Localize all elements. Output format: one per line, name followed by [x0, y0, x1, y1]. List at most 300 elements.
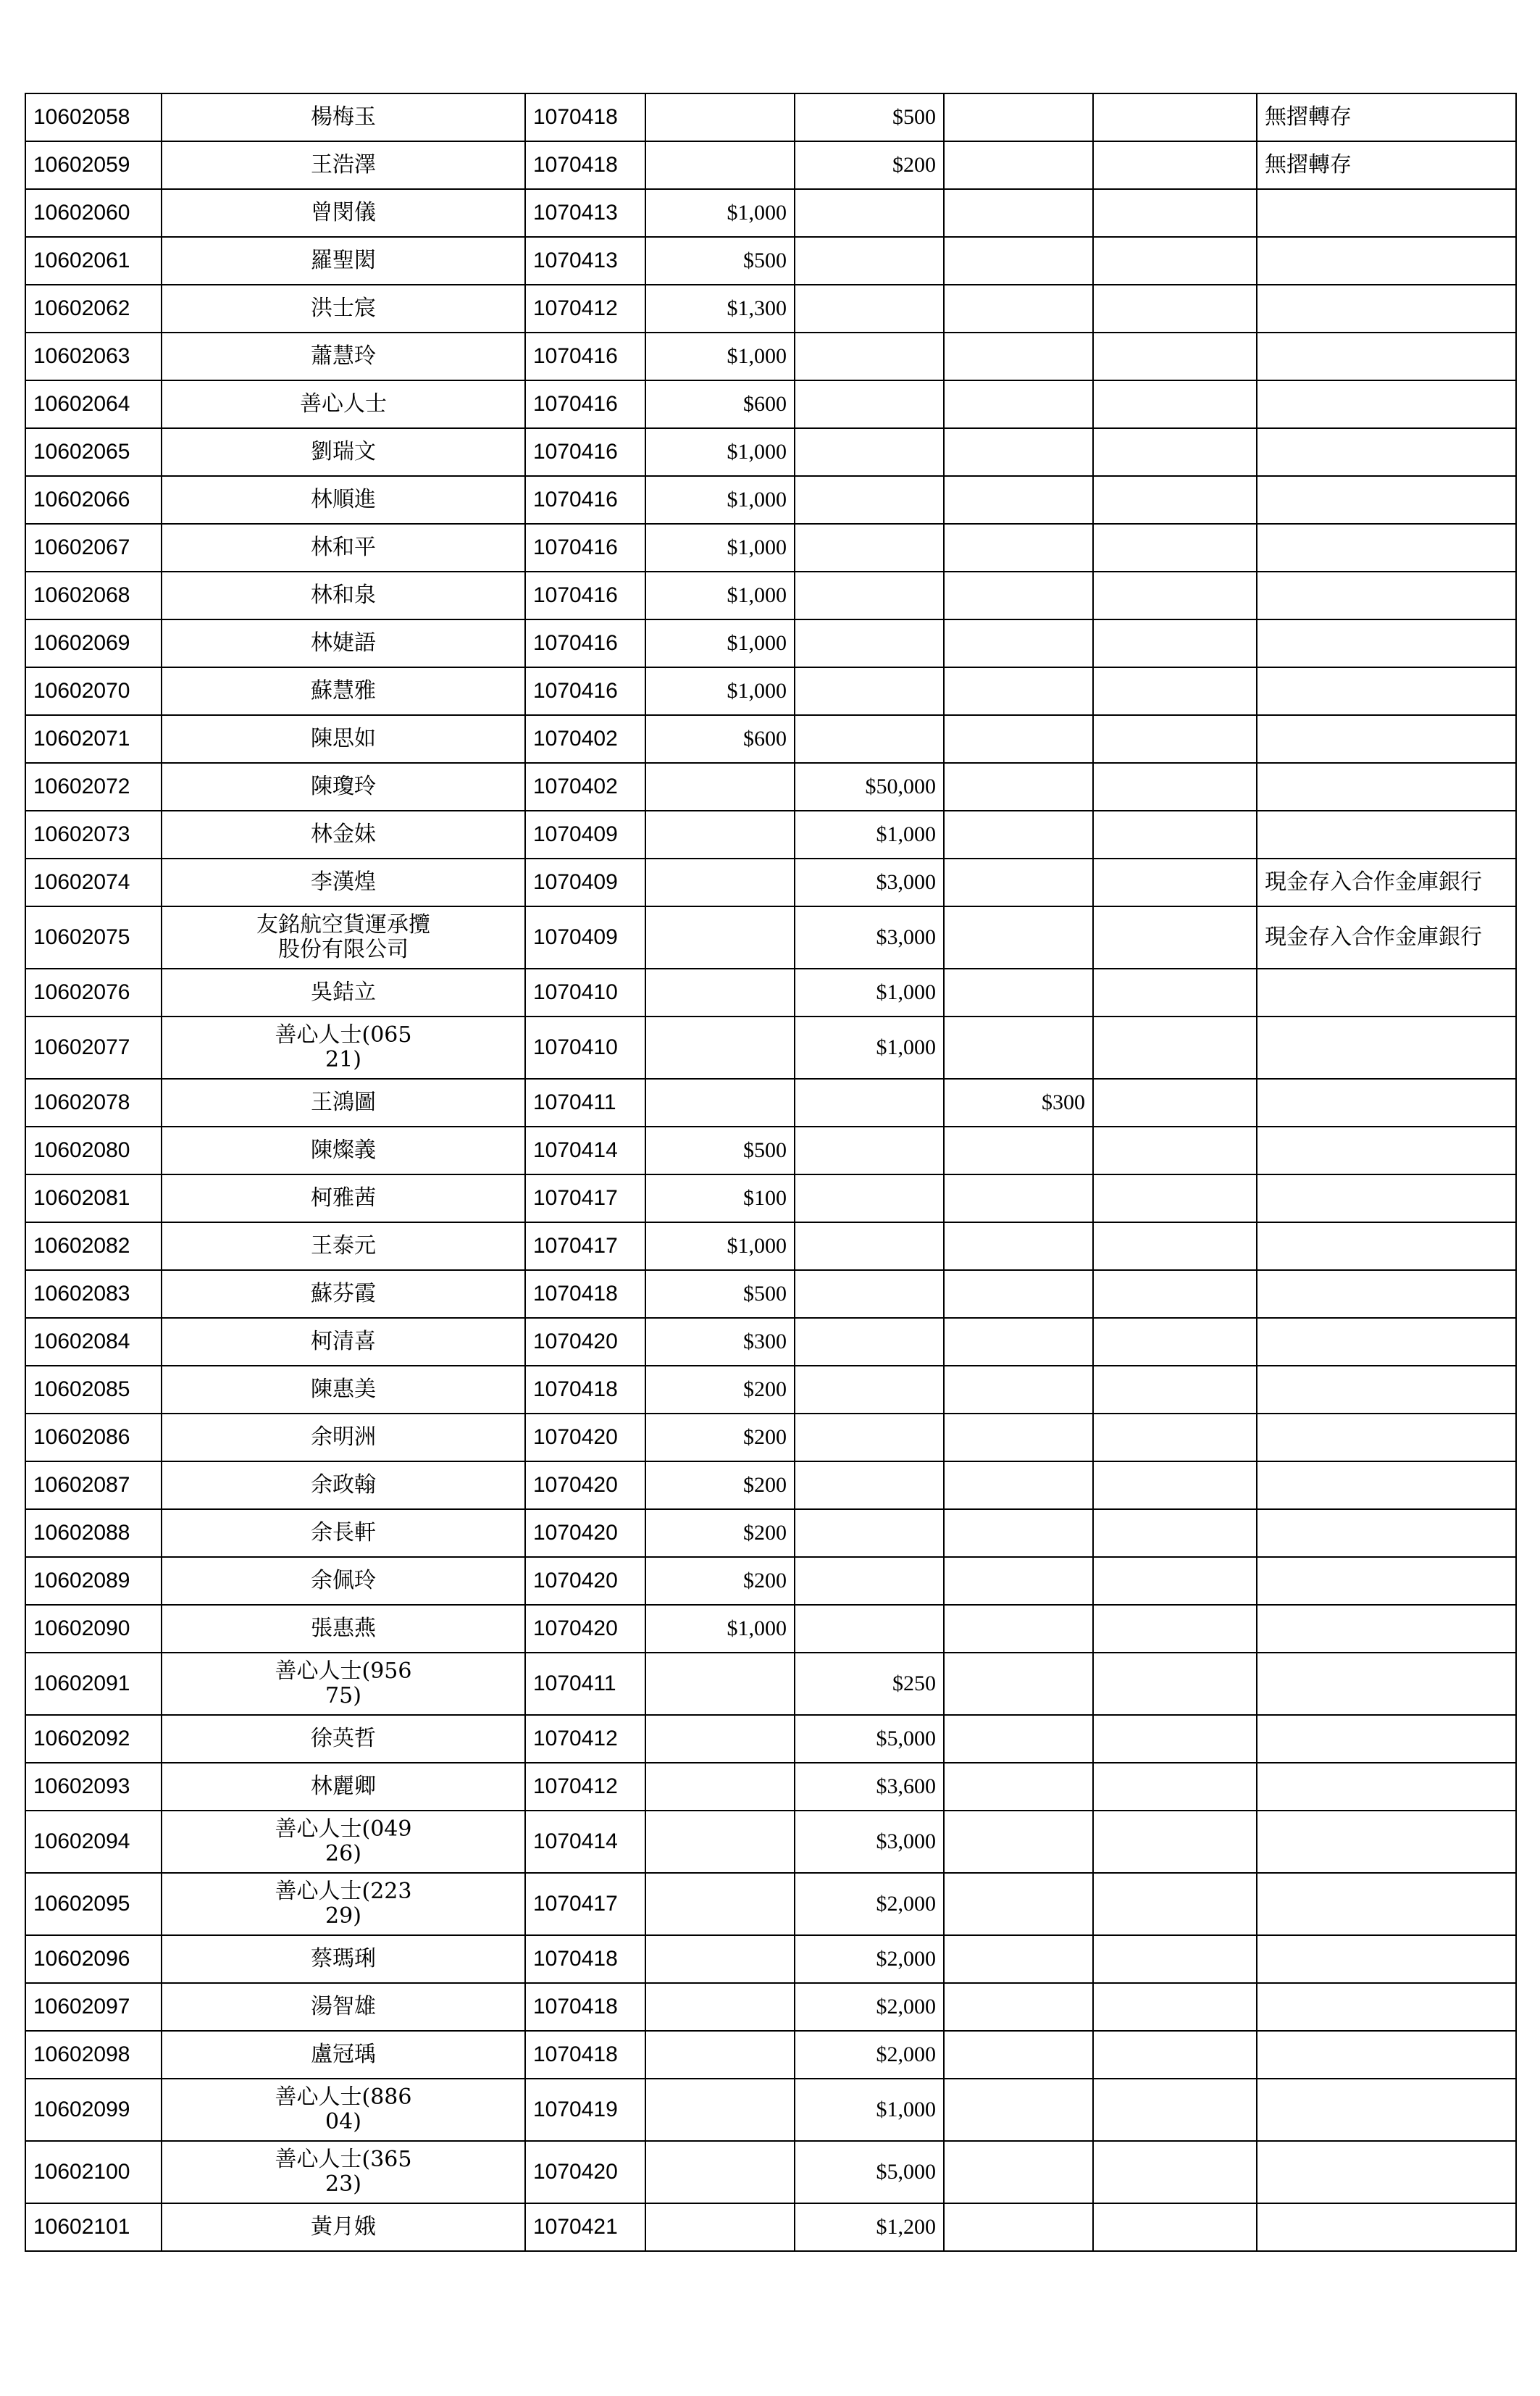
amount-col2-cell [795, 237, 944, 285]
amount-col3-cell [944, 380, 1093, 428]
table-row [25, 1127, 1516, 1174]
amount-col2-cell: $1,000 [795, 969, 944, 1017]
amount-col3-cell [944, 811, 1093, 859]
date-cell: 1070413 [525, 237, 645, 285]
receipt-number-cell: 10602087 [25, 1461, 162, 1509]
donor-name-cell: 善心人士(049 26) [162, 1811, 525, 1873]
table-row [25, 1222, 1516, 1270]
donor-name-cell: 劉瑞文 [162, 428, 525, 476]
table-row [25, 237, 1516, 285]
amount-col2-cell [795, 1174, 944, 1222]
donor-name-cell: 張惠燕 [162, 1605, 525, 1653]
amount-col4-cell [1093, 1605, 1257, 1653]
amount-col3-cell [944, 1318, 1093, 1366]
table-row [25, 1174, 1516, 1222]
table-row [25, 1270, 1516, 1318]
receipt-number-cell: 10602085 [25, 1366, 162, 1414]
date-cell: 1070416 [525, 619, 645, 667]
amount-col1-cell [645, 811, 795, 859]
note-cell: 現金存入合作金庫銀行 [1257, 859, 1516, 906]
donor-name-cell: 余明洲 [162, 1414, 525, 1461]
amount-col3-cell [944, 2031, 1093, 2079]
amount-col3-cell [944, 1414, 1093, 1461]
receipt-number-cell: 10602058 [25, 93, 162, 141]
donor-name-cell: 蘇慧雅 [162, 667, 525, 715]
table-row [25, 715, 1516, 763]
donor-name-cell: 柯清喜 [162, 1318, 525, 1366]
note-cell: 無摺轉存 [1257, 141, 1516, 189]
date-cell: 1070420 [525, 1557, 645, 1605]
amount-col2-cell: $2,000 [795, 2031, 944, 2079]
receipt-number-cell: 10602060 [25, 189, 162, 237]
amount-col2-cell [795, 1414, 944, 1461]
receipt-number-cell: 10602072 [25, 763, 162, 811]
date-cell: 1070410 [525, 1017, 645, 1079]
table-body [25, 93, 1516, 2251]
table-row [25, 1079, 1516, 1127]
amount-col1-cell [645, 1935, 795, 1983]
date-cell: 1070418 [525, 2031, 645, 2079]
amount-col1-cell: $1,000 [645, 524, 795, 572]
note-cell [1257, 1935, 1516, 1983]
donor-name-cell: 陳思如 [162, 715, 525, 763]
table-row [25, 1935, 1516, 1983]
receipt-number-cell: 10602094 [25, 1811, 162, 1873]
donor-name-cell: 林婕語 [162, 619, 525, 667]
amount-col1-cell: $1,000 [645, 476, 795, 524]
amount-col1-cell: $600 [645, 715, 795, 763]
note-cell [1257, 1605, 1516, 1653]
amount-col4-cell [1093, 141, 1257, 189]
amount-col3-cell [944, 2203, 1093, 2251]
amount-col2-cell: $500 [795, 93, 944, 141]
amount-col3-cell [944, 715, 1093, 763]
receipt-number-cell: 10602078 [25, 1079, 162, 1127]
donor-name-cell: 余佩玲 [162, 1557, 525, 1605]
amount-col2-cell [795, 428, 944, 476]
amount-col4-cell [1093, 2079, 1257, 2141]
amount-col2-cell: $1,000 [795, 2079, 944, 2141]
note-cell [1257, 1017, 1516, 1079]
receipt-number-cell: 10602101 [25, 2203, 162, 2251]
date-cell: 1070417 [525, 1873, 645, 1935]
amount-col2-cell: $200 [795, 141, 944, 189]
table-row [25, 1017, 1516, 1079]
donor-name-cell: 柯雅茜 [162, 1174, 525, 1222]
date-cell: 1070411 [525, 1079, 645, 1127]
amount-col4-cell [1093, 906, 1257, 969]
date-cell: 1070416 [525, 667, 645, 715]
donor-name-cell: 湯智雄 [162, 1983, 525, 2031]
amount-col3-cell [944, 189, 1093, 237]
donor-name-cell: 善心人士(956 75) [162, 1653, 525, 1715]
note-cell [1257, 667, 1516, 715]
amount-col1-cell [645, 2203, 795, 2251]
amount-col4-cell [1093, 93, 1257, 141]
amount-col1-cell: $100 [645, 1174, 795, 1222]
table-row [25, 2203, 1516, 2251]
donor-name-cell: 盧冠瑀 [162, 2031, 525, 2079]
amount-col1-cell: $300 [645, 1318, 795, 1366]
date-cell: 1070416 [525, 380, 645, 428]
amount-col1-cell [645, 1983, 795, 2031]
receipt-number-cell: 10602090 [25, 1605, 162, 1653]
amount-col2-cell [795, 1509, 944, 1557]
note-cell: 現金存入合作金庫銀行 [1257, 906, 1516, 969]
table-row [25, 428, 1516, 476]
table-row [25, 141, 1516, 189]
date-cell: 1070413 [525, 189, 645, 237]
donor-name-cell: 善心人士(365 23) [162, 2141, 525, 2203]
table-row [25, 2079, 1516, 2141]
table-row [25, 1414, 1516, 1461]
table-row [25, 859, 1516, 906]
receipt-number-cell: 10602062 [25, 285, 162, 333]
amount-col2-cell: $3,000 [795, 859, 944, 906]
amount-col1-cell: $500 [645, 237, 795, 285]
donor-name-cell: 友銘航空貨運承攬 股份有限公司 [162, 906, 525, 969]
note-cell: 無摺轉存 [1257, 93, 1516, 141]
receipt-number-cell: 10602070 [25, 667, 162, 715]
note-cell [1257, 237, 1516, 285]
note-cell [1257, 2141, 1516, 2203]
amount-col4-cell [1093, 1222, 1257, 1270]
amount-col4-cell [1093, 2031, 1257, 2079]
amount-col3-cell [944, 1873, 1093, 1935]
note-cell [1257, 2031, 1516, 2079]
table-row [25, 572, 1516, 619]
date-cell: 1070421 [525, 2203, 645, 2251]
amount-col3-cell [944, 524, 1093, 572]
date-cell: 1070418 [525, 1935, 645, 1983]
amount-col1-cell [645, 1715, 795, 1763]
amount-col1-cell [645, 1653, 795, 1715]
receipt-number-cell: 10602059 [25, 141, 162, 189]
receipt-number-cell: 10602075 [25, 906, 162, 969]
amount-col4-cell [1093, 1270, 1257, 1318]
note-cell [1257, 1873, 1516, 1935]
amount-col3-cell [944, 1605, 1093, 1653]
amount-col4-cell [1093, 1461, 1257, 1509]
amount-col4-cell [1093, 2203, 1257, 2251]
receipt-number-cell: 10602089 [25, 1557, 162, 1605]
table-row [25, 667, 1516, 715]
note-cell [1257, 380, 1516, 428]
receipt-number-cell: 10602093 [25, 1763, 162, 1811]
amount-col4-cell [1093, 1366, 1257, 1414]
amount-col3-cell [944, 1127, 1093, 1174]
amount-col3-cell [944, 476, 1093, 524]
amount-col3-cell: $300 [944, 1079, 1093, 1127]
donor-name-cell: 曾閔儀 [162, 189, 525, 237]
amount-col1-cell [645, 763, 795, 811]
receipt-number-cell: 10602066 [25, 476, 162, 524]
amount-col4-cell [1093, 859, 1257, 906]
amount-col3-cell [944, 2141, 1093, 2203]
amount-col3-cell [944, 763, 1093, 811]
amount-col4-cell [1093, 476, 1257, 524]
amount-col3-cell [944, 1763, 1093, 1811]
amount-col4-cell [1093, 524, 1257, 572]
date-cell: 1070411 [525, 1653, 645, 1715]
amount-col4-cell [1093, 1318, 1257, 1366]
table-row [25, 2141, 1516, 2203]
amount-col3-cell [944, 333, 1093, 380]
table-row [25, 1605, 1516, 1653]
amount-col1-cell [645, 2141, 795, 2203]
amount-col3-cell [944, 285, 1093, 333]
amount-col1-cell: $200 [645, 1414, 795, 1461]
receipt-number-cell: 10602082 [25, 1222, 162, 1270]
donation-table [25, 93, 1517, 2252]
amount-col2-cell: $250 [795, 1653, 944, 1715]
amount-col3-cell [944, 237, 1093, 285]
donor-name-cell: 善心人士(065 21) [162, 1017, 525, 1079]
amount-col2-cell: $2,000 [795, 1983, 944, 2031]
date-cell: 1070416 [525, 428, 645, 476]
amount-col4-cell [1093, 1414, 1257, 1461]
date-cell: 1070418 [525, 93, 645, 141]
amount-col2-cell: $3,600 [795, 1763, 944, 1811]
note-cell [1257, 1079, 1516, 1127]
donor-name-cell: 蕭慧玲 [162, 333, 525, 380]
amount-col1-cell: $1,000 [645, 1605, 795, 1653]
note-cell [1257, 1270, 1516, 1318]
donor-name-cell: 吳銡立 [162, 969, 525, 1017]
amount-col4-cell [1093, 189, 1257, 237]
amount-col2-cell [795, 1222, 944, 1270]
amount-col3-cell [944, 141, 1093, 189]
donor-name-cell: 余長軒 [162, 1509, 525, 1557]
date-cell: 1070402 [525, 715, 645, 763]
amount-col4-cell [1093, 380, 1257, 428]
amount-col1-cell: $1,000 [645, 333, 795, 380]
note-cell [1257, 1318, 1516, 1366]
donor-name-cell: 洪士宸 [162, 285, 525, 333]
receipt-number-cell: 10602065 [25, 428, 162, 476]
receipt-number-cell: 10602099 [25, 2079, 162, 2141]
amount-col2-cell [795, 285, 944, 333]
table-row [25, 1873, 1516, 1935]
amount-col4-cell [1093, 1715, 1257, 1763]
amount-col2-cell: $1,000 [795, 1017, 944, 1079]
table-row [25, 285, 1516, 333]
amount-col4-cell [1093, 1174, 1257, 1222]
donor-name-cell: 林麗卿 [162, 1763, 525, 1811]
receipt-number-cell: 10602081 [25, 1174, 162, 1222]
note-cell [1257, 1509, 1516, 1557]
amount-col3-cell [944, 1174, 1093, 1222]
note-cell [1257, 1983, 1516, 2031]
amount-col4-cell [1093, 1811, 1257, 1873]
amount-col3-cell [944, 428, 1093, 476]
amount-col2-cell [795, 1605, 944, 1653]
donor-name-cell: 陳燦義 [162, 1127, 525, 1174]
date-cell: 1070414 [525, 1811, 645, 1873]
note-cell [1257, 763, 1516, 811]
table-row [25, 1509, 1516, 1557]
table-row [25, 1811, 1516, 1873]
donor-name-cell: 羅聖閎 [162, 237, 525, 285]
amount-col4-cell [1093, 1983, 1257, 2031]
date-cell: 1070417 [525, 1222, 645, 1270]
donor-name-cell: 黃月娥 [162, 2203, 525, 2251]
date-cell: 1070420 [525, 1318, 645, 1366]
note-cell [1257, 285, 1516, 333]
receipt-number-cell: 10602069 [25, 619, 162, 667]
amount-col2-cell: $3,000 [795, 1811, 944, 1873]
table-row [25, 763, 1516, 811]
amount-col3-cell [944, 1811, 1093, 1873]
donor-name-cell: 善心人士(223 29) [162, 1873, 525, 1935]
amount-col1-cell: $1,000 [645, 1222, 795, 1270]
note-cell [1257, 572, 1516, 619]
receipt-number-cell: 10602092 [25, 1715, 162, 1763]
date-cell: 1070420 [525, 1605, 645, 1653]
amount-col2-cell [795, 715, 944, 763]
amount-col2-cell [795, 333, 944, 380]
amount-col3-cell [944, 619, 1093, 667]
amount-col4-cell [1093, 1763, 1257, 1811]
table-row [25, 1461, 1516, 1509]
table-row [25, 380, 1516, 428]
amount-col4-cell [1093, 572, 1257, 619]
note-cell [1257, 619, 1516, 667]
amount-col4-cell [1093, 1079, 1257, 1127]
receipt-number-cell: 10602067 [25, 524, 162, 572]
date-cell: 1070416 [525, 476, 645, 524]
amount-col2-cell: $50,000 [795, 763, 944, 811]
date-cell: 1070412 [525, 1715, 645, 1763]
donor-name-cell: 林金妹 [162, 811, 525, 859]
amount-col3-cell [944, 1509, 1093, 1557]
date-cell: 1070420 [525, 1509, 645, 1557]
note-cell [1257, 1461, 1516, 1509]
table-row [25, 1715, 1516, 1763]
table-row [25, 333, 1516, 380]
donor-name-cell: 善心人士(886 04) [162, 2079, 525, 2141]
note-cell [1257, 1811, 1516, 1873]
date-cell: 1070419 [525, 2079, 645, 2141]
amount-col3-cell [944, 667, 1093, 715]
amount-col1-cell [645, 1079, 795, 1127]
amount-col2-cell [795, 1557, 944, 1605]
amount-col2-cell: $1,000 [795, 811, 944, 859]
amount-col2-cell [795, 619, 944, 667]
donor-name-cell: 陳瓊玲 [162, 763, 525, 811]
amount-col1-cell [645, 2079, 795, 2141]
amount-col1-cell [645, 2031, 795, 2079]
receipt-number-cell: 10602084 [25, 1318, 162, 1366]
amount-col1-cell [645, 969, 795, 1017]
amount-col1-cell: $500 [645, 1127, 795, 1174]
note-cell [1257, 189, 1516, 237]
note-cell [1257, 1127, 1516, 1174]
receipt-number-cell: 10602064 [25, 380, 162, 428]
date-cell: 1070414 [525, 1127, 645, 1174]
amount-col2-cell: $5,000 [795, 1715, 944, 1763]
amount-col4-cell [1093, 969, 1257, 1017]
amount-col2-cell: $3,000 [795, 906, 944, 969]
amount-col2-cell [795, 524, 944, 572]
amount-col4-cell [1093, 667, 1257, 715]
amount-col4-cell [1093, 1873, 1257, 1935]
amount-col4-cell [1093, 285, 1257, 333]
date-cell: 1070418 [525, 1366, 645, 1414]
amount-col1-cell [645, 1811, 795, 1873]
amount-col1-cell: $200 [645, 1509, 795, 1557]
donor-name-cell: 余政翰 [162, 1461, 525, 1509]
note-cell [1257, 969, 1516, 1017]
receipt-number-cell: 10602063 [25, 333, 162, 380]
amount-col2-cell [795, 1318, 944, 1366]
date-cell: 1070420 [525, 2141, 645, 2203]
note-cell [1257, 1653, 1516, 1715]
amount-col2-cell [795, 667, 944, 715]
donor-name-cell: 楊梅玉 [162, 93, 525, 141]
table-row [25, 1653, 1516, 1715]
amount-col1-cell [645, 859, 795, 906]
table-row [25, 906, 1516, 969]
receipt-number-cell: 10602074 [25, 859, 162, 906]
amount-col1-cell: $1,000 [645, 667, 795, 715]
amount-col3-cell [944, 1557, 1093, 1605]
table-row [25, 189, 1516, 237]
date-cell: 1070402 [525, 763, 645, 811]
note-cell [1257, 1414, 1516, 1461]
amount-col3-cell [944, 1461, 1093, 1509]
amount-col4-cell [1093, 1017, 1257, 1079]
date-cell: 1070417 [525, 1174, 645, 1222]
amount-col2-cell: $2,000 [795, 1935, 944, 1983]
amount-col3-cell [944, 1366, 1093, 1414]
amount-col1-cell: $1,000 [645, 428, 795, 476]
date-cell: 1070409 [525, 906, 645, 969]
table-row [25, 619, 1516, 667]
note-cell [1257, 524, 1516, 572]
receipt-number-cell: 10602095 [25, 1873, 162, 1935]
amount-col1-cell: $500 [645, 1270, 795, 1318]
amount-col3-cell [944, 1017, 1093, 1079]
receipt-number-cell: 10602068 [25, 572, 162, 619]
amount-col3-cell [944, 1983, 1093, 2031]
table-row [25, 1366, 1516, 1414]
date-cell: 1070418 [525, 1270, 645, 1318]
table-row [25, 1763, 1516, 1811]
amount-col4-cell [1093, 237, 1257, 285]
date-cell: 1070409 [525, 859, 645, 906]
amount-col1-cell [645, 906, 795, 969]
amount-col2-cell [795, 476, 944, 524]
note-cell [1257, 715, 1516, 763]
amount-col4-cell [1093, 619, 1257, 667]
amount-col1-cell: $1,000 [645, 572, 795, 619]
amount-col4-cell [1093, 1557, 1257, 1605]
amount-col3-cell [944, 2079, 1093, 2141]
receipt-number-cell: 10602097 [25, 1983, 162, 2031]
date-cell: 1070420 [525, 1414, 645, 1461]
amount-col3-cell [944, 1653, 1093, 1715]
donor-name-cell: 蔡瑪琍 [162, 1935, 525, 1983]
amount-col3-cell [944, 1270, 1093, 1318]
amount-col2-cell [795, 1366, 944, 1414]
note-cell [1257, 1763, 1516, 1811]
donor-name-cell: 陳惠美 [162, 1366, 525, 1414]
amount-col2-cell [795, 1270, 944, 1318]
amount-col3-cell [944, 906, 1093, 969]
amount-col4-cell [1093, 715, 1257, 763]
amount-col2-cell [795, 572, 944, 619]
